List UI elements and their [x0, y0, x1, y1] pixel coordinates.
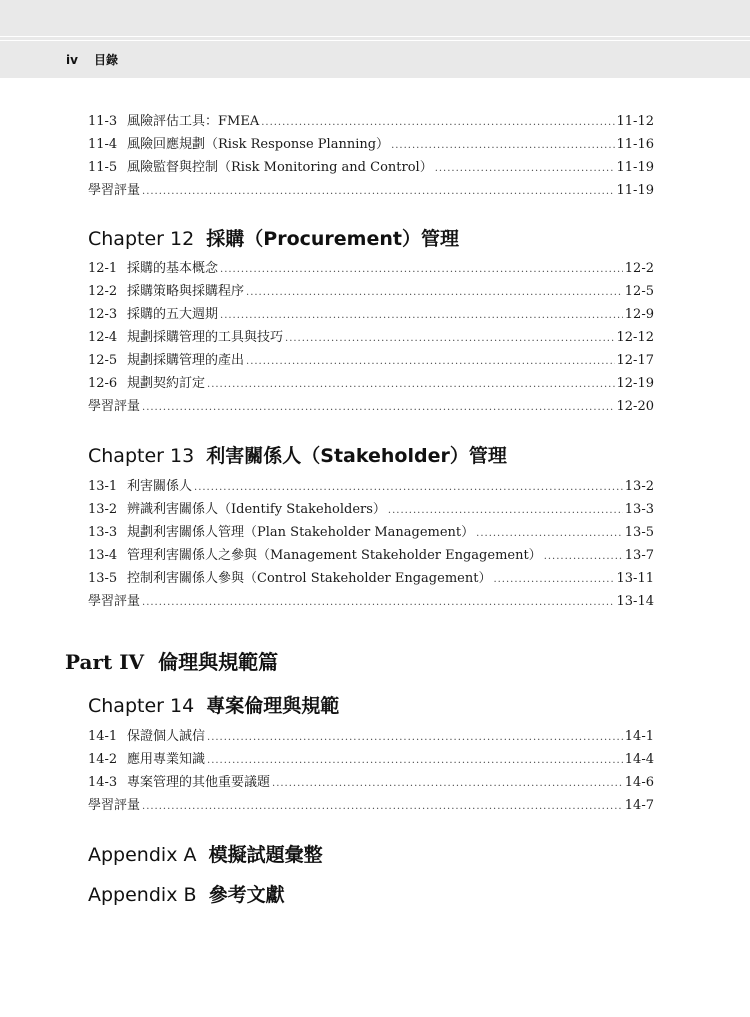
part-heading[interactable]: [65, 646, 278, 675]
entry-page: 13-14: [616, 594, 654, 609]
entry-page: 13-3: [624, 502, 654, 517]
entry-title: 學習評量: [88, 594, 141, 609]
dot-leader: [544, 545, 623, 568]
toc-entry[interactable]: [88, 133, 654, 156]
header-rule: [0, 36, 750, 37]
entry-page: 13-5: [624, 525, 654, 540]
entry-page: 11-16: [616, 137, 654, 152]
entry-title: 採購策略與採購程序: [127, 284, 245, 299]
entry-page: 14-4: [624, 752, 654, 767]
part-label: Part IV: [65, 650, 145, 674]
entry-page: 12-9: [624, 307, 654, 322]
entry-number: 12-6: [88, 376, 118, 391]
entry-page: 12-17: [616, 353, 654, 368]
entry-page: 14-1: [624, 729, 654, 744]
toc-entry[interactable]: [88, 372, 654, 395]
appendix-label: Appendix B: [88, 884, 197, 906]
dot-leader: [272, 772, 623, 795]
dot-leader: [194, 476, 623, 499]
dot-leader: [285, 327, 615, 350]
entry-page: 12-12: [616, 330, 654, 345]
toc-entry[interactable]: [88, 179, 654, 202]
toc-entry[interactable]: [88, 156, 654, 179]
toc-entry[interactable]: [88, 521, 654, 544]
chapter-title: 專案倫理與規範: [206, 695, 340, 717]
toc-entry[interactable]: [88, 257, 654, 280]
toc-entry[interactable]: [88, 567, 654, 590]
dot-leader: [391, 134, 614, 157]
appendix-label: Appendix A: [88, 844, 197, 866]
entry-title: 管理利害關係人之參與（Management Stakeholder Engagement）: [127, 548, 542, 563]
entry-title: 風險監督與控制（Risk Monitoring and Control）: [127, 160, 433, 175]
chapter-label: Chapter 13: [88, 445, 195, 467]
dot-leader: [493, 568, 614, 591]
dot-leader: [220, 304, 623, 327]
entry-number: 13-3: [88, 525, 118, 540]
toc-entry[interactable]: [88, 349, 654, 372]
toc-block-chapter14: [88, 725, 654, 817]
entry-title: 風險評估工具：FMEA: [127, 114, 260, 129]
entry-title: 採購的五大週期: [127, 307, 219, 322]
entry-number: 12-4: [88, 330, 118, 345]
entry-number: 14-3: [88, 775, 118, 790]
dot-leader: [142, 180, 615, 203]
entry-title: 學習評量: [88, 183, 141, 198]
entry-page: 11-12: [616, 114, 654, 129]
chapter-label: Chapter 14: [88, 695, 195, 717]
appendix-b-heading[interactable]: [88, 880, 285, 907]
entry-title: 利害關係人: [127, 479, 193, 494]
chapter-heading-12[interactable]: [88, 224, 459, 251]
entry-number: 12-1: [88, 261, 118, 276]
dot-leader: [142, 591, 615, 614]
toc-entry[interactable]: [88, 794, 654, 817]
toc-block-chapter12: [88, 257, 654, 418]
entry-title: 學習評量: [88, 399, 141, 414]
dot-leader: [388, 499, 623, 522]
toc-entry[interactable]: [88, 544, 654, 567]
entry-title: 控制利害關係人參與（Control Stakeholder Engagement）: [127, 571, 492, 586]
toc-entry[interactable]: [88, 725, 654, 748]
toc-entry[interactable]: [88, 475, 654, 498]
entry-page: 13-2: [624, 479, 654, 494]
chapter-heading-13[interactable]: [88, 441, 507, 468]
entry-number: 12-2: [88, 284, 118, 299]
entry-title: 規劃契約訂定: [127, 376, 206, 391]
entry-page: 12-5: [624, 284, 654, 299]
toc-entry[interactable]: [88, 326, 654, 349]
entry-title: 規劃採購管理的工具與技巧: [127, 330, 284, 345]
entry-page: 12-20: [616, 399, 654, 414]
entry-page: 11-19: [616, 160, 654, 175]
appendix-a-heading[interactable]: [88, 840, 323, 867]
dot-leader: [476, 522, 623, 545]
dot-leader: [207, 726, 623, 749]
chapter-label: Chapter 12: [88, 228, 195, 250]
part-title: 倫理與規範篇: [158, 650, 279, 674]
toc-entry[interactable]: [88, 498, 654, 521]
page-number: iv: [66, 53, 78, 67]
dot-leader: [207, 373, 615, 396]
page-header: [0, 0, 750, 78]
dot-leader: [246, 281, 623, 304]
toc-entry[interactable]: [88, 590, 654, 613]
entry-page: 12-19: [616, 376, 654, 391]
toc-block-chapter13: [88, 475, 654, 613]
entry-number: 11-3: [88, 114, 118, 129]
header-text: [66, 51, 118, 68]
entry-title: 學習評量: [88, 798, 141, 813]
entry-page: 14-6: [624, 775, 654, 790]
dot-leader: [142, 795, 623, 818]
toc-entry[interactable]: [88, 395, 654, 418]
entry-number: 11-4: [88, 137, 118, 152]
entry-page: 14-7: [624, 798, 654, 813]
entry-number: 14-2: [88, 752, 118, 767]
toc-entry[interactable]: [88, 110, 654, 133]
entry-title: 採購的基本概念: [127, 261, 219, 276]
entry-title: 辨識利害關係人（Identify Stakeholders）: [127, 502, 386, 517]
entry-number: 13-4: [88, 548, 118, 563]
entry-number: 13-1: [88, 479, 118, 494]
header-title: 目錄: [93, 53, 118, 67]
entry-page: 12-2: [624, 261, 654, 276]
dot-leader: [435, 157, 615, 180]
dot-leader: [246, 350, 615, 373]
chapter-title: 採購（Procurement）管理: [206, 228, 459, 250]
entry-number: 12-3: [88, 307, 118, 322]
entry-page: 13-7: [624, 548, 654, 563]
toc-entry[interactable]: [88, 280, 654, 303]
entry-title: 專案管理的其他重要議題: [127, 775, 271, 790]
entry-title: 風險回應規劃（Risk Response Planning）: [127, 137, 390, 152]
toc-entry[interactable]: [88, 303, 654, 326]
entry-number: 12-5: [88, 353, 118, 368]
dot-leader: [142, 396, 615, 419]
entry-title: 規劃利害關係人管理（Plan Stakeholder Management）: [127, 525, 475, 540]
appendix-title: 參考文獻: [208, 884, 285, 906]
entry-number: 14-1: [88, 729, 118, 744]
chapter-title: 利害關係人（Stakeholder）管理: [206, 445, 507, 467]
dot-leader: [261, 111, 614, 134]
toc-entry[interactable]: [88, 748, 654, 771]
dot-leader: [220, 258, 623, 281]
entry-title: 保證個人誠信: [127, 729, 206, 744]
toc-entry[interactable]: [88, 771, 654, 794]
chapter-heading-14[interactable]: [88, 691, 339, 718]
entry-number: 11-5: [88, 160, 118, 175]
entry-number: 13-5: [88, 571, 118, 586]
toc-block-chapter11: [88, 110, 654, 202]
entry-title: 規劃採購管理的產出: [127, 353, 245, 368]
entry-page: 11-19: [616, 183, 654, 198]
dot-leader: [207, 749, 623, 772]
entry-number: 13-2: [88, 502, 118, 517]
entry-title: 應用專業知識: [127, 752, 206, 767]
appendix-title: 模擬試題彙整: [208, 844, 323, 866]
header-rule-secondary: [0, 40, 750, 41]
entry-page: 13-11: [616, 571, 654, 586]
